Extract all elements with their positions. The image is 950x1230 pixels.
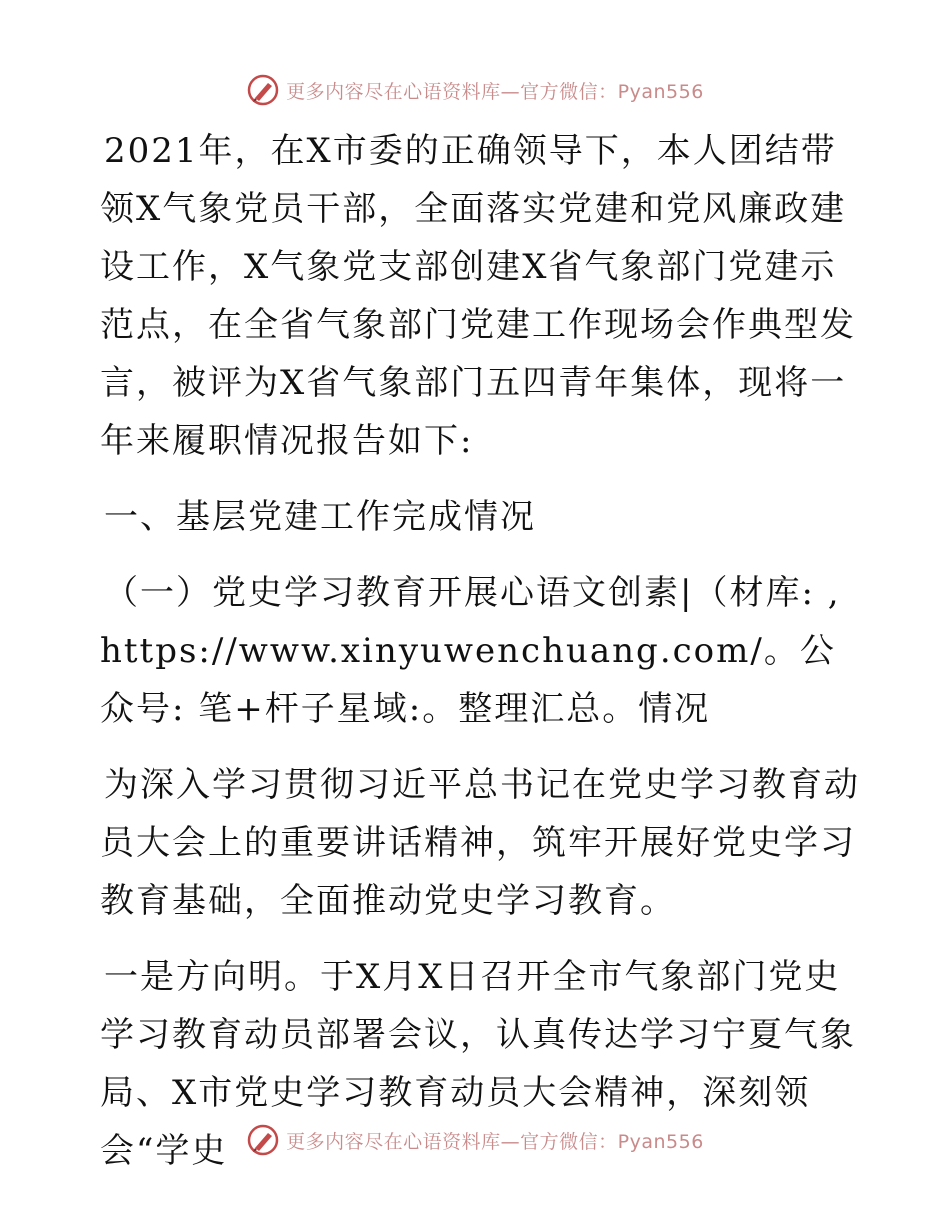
body-paragraph: 为深入学习贯彻习近平总书记在党史学习教育动员大会上的重要讲话精神，筑牢开展好党史学习教育基础，全面推动党史学习教育。 <box>100 765 860 921</box>
footer-watermark <box>0 1120 950 1160</box>
watermark-text: 更多内容尽在心语资料库—官方微信：Pyan556 <box>286 1130 704 1153</box>
subsection-heading: （一）党史学习教育开展心语文创素|（材库: ,https://www.xinyuwenchuang.com/。公众号: 笔+杆子星域:。整理汇总。情况 <box>100 573 841 729</box>
intro-paragraph: 2021年，在X市委的正确领导下，本人团结带领X气象党员干部，全面落实党建和党风廉政建设工作，X气象党支部创建X省气象部门党建示范点，在全省气象部门党建工作现场会作典型发言，被评为X省气象部门五四青年集体，现将一年来履职情况报告如下: <box>100 131 856 461</box>
watermark-text: 更多内容尽在心语资料库—官方微信：Pyan556 <box>286 80 704 103</box>
body-paragraph: 一是方向明。于X月X日召开全市气象部门党史学习教育动员部署会议，认真传达学习宁夏气象局、X市党史学习教育动员大会精神，深刻领会“学史 <box>100 957 856 1171</box>
pen-circle-logo-icon <box>246 1123 280 1157</box>
section-heading: 一、基层党建工作完成情况 <box>104 497 536 537</box>
document-body <box>100 122 860 1198</box>
pen-circle-logo-icon <box>246 73 280 107</box>
header-watermark <box>0 70 950 110</box>
